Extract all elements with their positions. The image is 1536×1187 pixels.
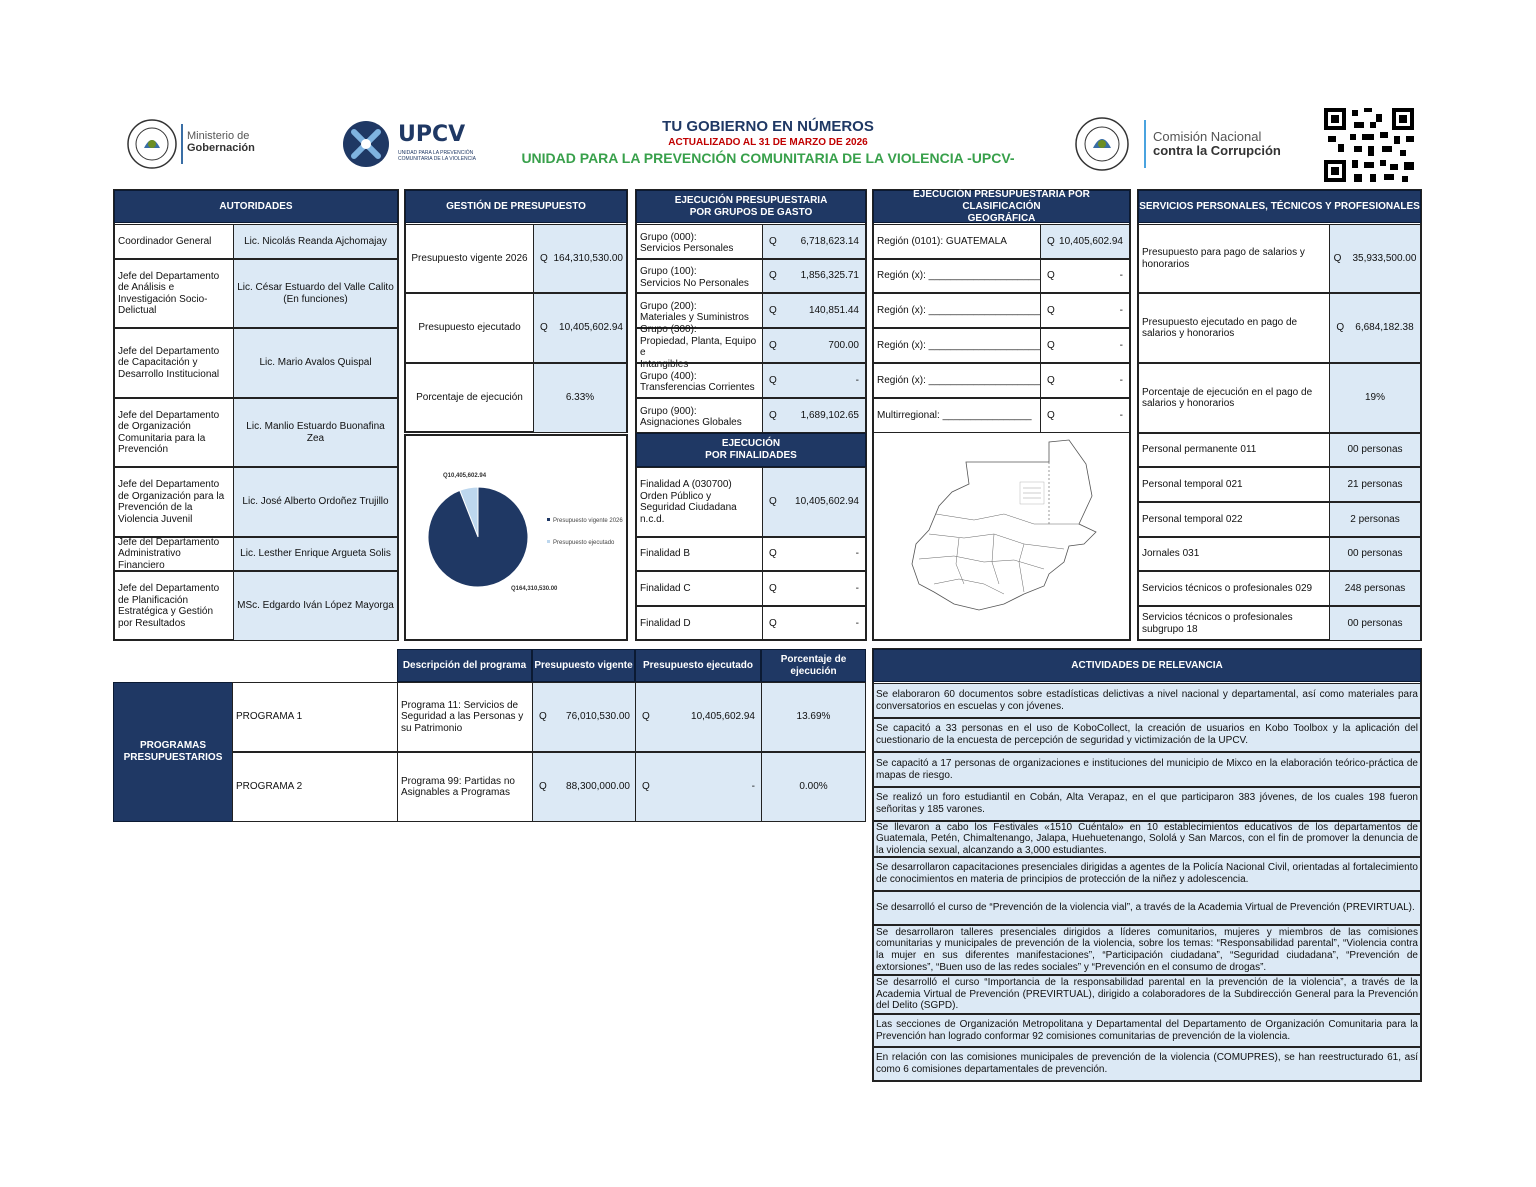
actividad-item <box>873 1014 1421 1047</box>
servicio-label <box>1138 293 1330 363</box>
currency-symbol: Q <box>1047 270 1055 282</box>
grupo-label-line3: Intangibles <box>640 358 689 370</box>
actividad-text: Se capacitó a 17 personas de organizaciones e instituciones del municipio de Mixco en la elaboración teórico-práctica de mapas de riesgo. <box>876 757 1418 781</box>
grupo-value-text: 6,718,623.14 <box>800 235 859 247</box>
grupo-value <box>762 293 866 328</box>
grupo-value <box>762 224 866 259</box>
grupo-label-line1: Grupo (200): <box>640 300 697 312</box>
programa-ejecutado-text: - <box>751 781 755 793</box>
grupo-value <box>762 398 866 433</box>
upcv-logo-icon <box>342 120 390 168</box>
legend-label-executed: Presupuesto ejecutado <box>553 540 615 546</box>
programa-pct-text: 13.69% <box>796 711 831 723</box>
grupo-value <box>762 363 866 398</box>
pie-label-vigente: Q164,310,530.00 <box>511 586 558 592</box>
actividad-text: Se elaboraron 60 documentos sobre estadísticas delictivas a nivel nacional y departamental, así como materiales para conversatorios en escuelas y con jóvenes. <box>876 688 1418 712</box>
finalidad-label <box>636 571 763 606</box>
actividad-text: Se desarrollaron capacitaciones presenciales dirigidas a agentes de la Policía Nacional Civil, orientadas al fortalecimiento de conocimientos en materia de principios de protección de la niñez y adolescencia. <box>876 862 1418 885</box>
servicio-label-text: Personal temporal 021 <box>1142 478 1243 490</box>
programa-pct <box>761 682 866 752</box>
gestion-value-text: 10,405,602.94 <box>559 322 623 334</box>
logo-mingob <box>126 118 266 170</box>
currency-symbol: Q <box>769 270 777 282</box>
legend-label-vigente: Presupuesto vigente 2026 <box>553 518 623 524</box>
finalidad-value <box>762 537 866 571</box>
region-value <box>1040 293 1130 328</box>
mingob-text-2: Gobernación <box>187 142 255 154</box>
programa-pct <box>761 752 866 822</box>
budget-pie-chart <box>406 437 626 637</box>
servicio-value-text: 21 personas <box>1347 478 1403 490</box>
cnc-text-1: Comisión Nacional <box>1153 129 1262 144</box>
region-value-text: - <box>1119 374 1123 386</box>
currency-symbol: Q <box>769 235 777 247</box>
grupo-label <box>636 398 763 433</box>
servicio-value-text: 00 personas <box>1347 548 1403 560</box>
gestion-value <box>533 224 627 293</box>
finalidad-value-text: 10,405,602.94 <box>795 496 859 508</box>
autoridad-cargo-text: Coordinador General <box>118 235 212 247</box>
actividad-item <box>873 683 1421 718</box>
autoridad-nombre <box>233 328 398 398</box>
region-label-text: Región (x): ____________________ <box>877 270 1040 282</box>
finalidad-value <box>762 571 866 606</box>
grupo-label <box>636 363 763 398</box>
grupo-value-text: - <box>855 374 859 386</box>
grupo-label-line1: Grupo (300): <box>640 324 697 335</box>
actividad-item <box>873 1047 1421 1081</box>
servicio-value <box>1329 293 1421 363</box>
autoridad-cargo <box>114 328 234 398</box>
autoridad-cargo-text: Jefe del Departamento de Planificación Estratégica y Gestión por Resultados <box>118 583 220 629</box>
currency-symbol: Q <box>539 711 547 723</box>
pie-label-executed: Q10,405,602.94 <box>443 473 487 479</box>
gestion-header: GESTIÓN DE PRESUPUESTO <box>405 190 627 223</box>
region-value <box>1040 224 1130 259</box>
autoridad-cargo <box>114 398 234 467</box>
autoridad-cargo-text: Jefe del Departamento de Organización para la Prevención de la Violencia Juvenil <box>118 479 225 525</box>
currency-symbol: Q <box>1047 339 1055 351</box>
finalidad-label-text: Finalidad C <box>640 582 691 594</box>
autoridad-nombre <box>233 224 398 259</box>
currency-symbol: Q <box>769 548 777 560</box>
gestion-label-text: Porcentaje de ejecución <box>416 392 523 404</box>
currency-symbol: Q <box>769 617 777 629</box>
gestion-value <box>533 363 627 433</box>
gestion-value-text: 164,310,530.00 <box>553 252 623 264</box>
servicio-value-text: 2 personas <box>1350 513 1400 525</box>
region-label <box>873 363 1041 398</box>
currency-symbol: Q <box>539 781 547 793</box>
upcv-sub-1: UNIDAD PARA LA PREVENCIÓN <box>398 150 474 156</box>
autoridad-cargo-text: Jefe del Departamento de Capacitación y Desarrollo Institucional <box>118 345 220 380</box>
finalidades-header-line2: POR FINALIDADES <box>705 450 797 461</box>
region-label-text: Región (0101): GUATEMALA <box>877 235 1007 247</box>
region-value <box>1040 398 1130 433</box>
servicio-label <box>1138 606 1330 641</box>
region-value <box>1040 363 1130 398</box>
servicio-value-text: 19% <box>1364 392 1385 404</box>
programa-desc <box>397 752 533 822</box>
region-value-text: - <box>1119 339 1123 351</box>
programas-side-label: PROGRAMAS PRESUPUESTARIOS <box>113 682 233 822</box>
finalidad-label <box>636 537 763 571</box>
servicio-value <box>1329 224 1421 293</box>
autoridad-cargo-text: Jefe del Departamento de Análisis e Investigación Socio-Delictual <box>118 270 220 316</box>
autoridad-cargo-text: Jefe del Departamento Administrativo Financiero <box>118 536 220 571</box>
currency-symbol: Q <box>769 339 777 351</box>
programa-vigente <box>532 682 636 752</box>
actividades-header: ACTIVIDADES DE RELEVANCIA <box>873 649 1421 682</box>
autoridad-nombre-text: Lic. Mario Avalos Quispal <box>259 357 372 369</box>
servicio-value <box>1329 433 1421 467</box>
autoridad-cargo <box>114 224 234 259</box>
grupo-label <box>636 324 763 370</box>
programa-name <box>232 752 398 822</box>
currency-symbol: Q <box>540 252 548 264</box>
region-label-text: Multirregional: ________________ <box>877 409 1032 421</box>
programa-ejecutado-text: 10,405,602.94 <box>691 711 755 723</box>
actividad-item <box>873 975 1421 1014</box>
servicio-label-text: Personal permanente 011 <box>1142 444 1257 456</box>
guatemala-map-icon <box>874 434 1129 639</box>
region-label <box>873 224 1041 259</box>
autoridad-nombre <box>233 571 398 641</box>
finalidad-label <box>636 606 763 641</box>
grupos-header-line1: EJECUCIÓN PRESUPUESTARIA <box>674 194 828 206</box>
geografica-header-line2: GEOGRÁFICA <box>967 212 1036 224</box>
finalidades-header <box>636 433 866 467</box>
gestion-label <box>405 293 534 363</box>
legend-swatch-vigente <box>547 518 550 521</box>
col-pct-header: Porcentaje de ejecución <box>761 649 866 682</box>
servicio-value <box>1329 606 1421 641</box>
gestion-label-text: Presupuesto ejecutado <box>418 322 521 334</box>
grupo-label-line1: Grupo (900): <box>640 405 697 417</box>
gestion-label-text: Presupuesto vigente 2026 <box>411 252 528 264</box>
autoridad-nombre-text: Lic. Manlio Estuardo Buonafina Zea <box>246 421 385 444</box>
region-label <box>873 398 1041 433</box>
region-value-text: - <box>1119 304 1123 316</box>
region-label <box>873 293 1041 328</box>
finalidad-value-text: - <box>855 548 859 560</box>
currency-symbol: Q <box>769 374 777 386</box>
servicio-label-text: Porcentaje de ejecución en el pago de salarios y honorarios <box>1142 386 1313 409</box>
geografica-header <box>873 190 1130 223</box>
grupo-label <box>636 259 763 293</box>
grupo-value <box>762 259 866 293</box>
programa-pct-text: 0.00% <box>799 781 828 793</box>
grupo-label-line1: Grupo (400): <box>640 370 697 382</box>
legend-swatch-executed <box>547 540 550 543</box>
guatemala-seal-icon <box>126 118 178 170</box>
servicio-value-text: 00 personas <box>1347 617 1403 629</box>
currency-symbol: Q <box>769 582 777 594</box>
servicio-label-text: Personal temporal 022 <box>1142 513 1243 525</box>
servicio-label-text: Presupuesto ejecutado en pago de salarios y honorarios <box>1142 316 1298 339</box>
servicio-value <box>1329 502 1421 537</box>
gestion-label <box>405 363 534 433</box>
updated-date: ACTUALIZADO AL 31 DE MARZO DE 2026 <box>668 137 868 148</box>
programa-vigente-text: 88,300,000.00 <box>566 781 630 793</box>
servicio-label-text: Presupuesto para pago de salarios y honorarios <box>1142 247 1305 270</box>
actividad-text: En relación con las comisiones municipales de prevención de la violencia (COMUPRES), se han reestructurado 61, así como 6 comisiones departamentales de prevención. <box>876 1052 1418 1075</box>
servicio-label-text: Jornales 031 <box>1142 548 1200 560</box>
servicio-label <box>1138 224 1330 293</box>
programa-ejecutado <box>635 682 762 752</box>
region-value <box>1040 259 1130 293</box>
cnc-text-2: contra la Corrupción <box>1153 143 1281 158</box>
currency-symbol: Q <box>769 409 777 421</box>
qr-code-icon[interactable] <box>1324 108 1414 182</box>
autoridad-nombre-text: Lic. José Alberto Ordoñez Trujillo <box>242 496 389 508</box>
autoridad-cargo-text: Jefe del Departamento de Organización Comunitaria para la Prevención <box>118 409 220 455</box>
grupos-header-line2: POR GRUPOS DE GASTO <box>689 206 813 218</box>
programa-vigente <box>532 752 636 822</box>
autoridad-nombre <box>233 259 398 328</box>
servicio-value <box>1329 537 1421 571</box>
autoridades-header: AUTORIDADES <box>114 190 398 223</box>
grupo-label-line2: Propiedad, Planta, Equipo e <box>640 335 757 358</box>
autoridad-cargo <box>114 467 234 537</box>
pie-slice-vigente <box>428 487 528 587</box>
finalidad-value <box>762 467 866 537</box>
actividad-text: Las secciones de Organización Metropolitana y Departamental del Departamento de Organización Comunitaria para la Prevención han logrado conformar 92 comisiones comunitarias de prevención de la violencia. <box>876 1018 1418 1042</box>
gestion-label <box>405 224 534 293</box>
region-label <box>873 259 1041 293</box>
finalidad-value <box>762 606 866 641</box>
servicio-value <box>1329 467 1421 502</box>
actividad-item <box>873 718 1421 752</box>
finalidad-value-text: - <box>855 582 859 594</box>
logo-cnc <box>1074 116 1304 172</box>
actividad-text: Se llevaron a cabo los Festivales «1510 Cuéntalo» en 10 establecimientos educativos de los departamentos de Guatemala, Petén, Chimaltenango, Jalapa, Huehuetenango, Sololá y San Marcos, con el fin de promover la denuncia de la violencia sexual, alcanzando a 3,000 estudiantes. <box>876 821 1418 856</box>
programa-name <box>232 682 398 752</box>
finalidad-value-text: - <box>855 617 859 629</box>
geografica-header-line1: EJECUCIÓN PRESUPUESTARIA POR CLASIFICACIÓN <box>913 188 1090 212</box>
servicio-value <box>1329 363 1421 433</box>
col-ejecutado-header: Presupuesto ejecutado <box>635 649 761 682</box>
currency-symbol: Q <box>1047 304 1055 316</box>
finalidades-header-line1: EJECUCIÓN <box>721 438 781 449</box>
currency-symbol: Q <box>540 322 548 334</box>
actividad-text: Se desarrolló el curso de “Prevención de la violencia vial”, a través de la Academia Virtual de Prevención (PREVIRTUAL). <box>876 902 1415 914</box>
actividad-text: Se realizó un foro estudiantil en Cobán, Alta Verapaz, en el que participaron 383 jóvenes, de los cuales 198 fueron señoritas y 185 varones. <box>876 792 1418 815</box>
region-value <box>1040 328 1130 363</box>
mingob-text-1: Ministerio de <box>187 130 250 142</box>
servicio-value-text: 00 personas <box>1347 444 1403 456</box>
programa-desc-text: Programa 11: Servicios de Seguridad a las Personas y su Patrimonio <box>401 699 524 734</box>
currency-symbol: Q <box>642 711 650 723</box>
servicio-label-text: Servicios técnicos o profesionales subgrupo 18 <box>1142 612 1293 635</box>
grupo-label-line2: Servicios No Personales <box>640 277 749 289</box>
grupo-label-line1: Grupo (000): <box>640 231 697 243</box>
programa-name-text: PROGRAMA 1 <box>236 711 303 723</box>
servicio-value-text: Q 35,933,500.00 <box>1333 252 1417 264</box>
upcv-sub-2: COMUNITARIA DE LA VIOLENCIA <box>398 156 476 162</box>
autoridad-nombre <box>233 537 398 571</box>
grupo-value-text: 1,856,325.71 <box>800 270 859 282</box>
autoridad-nombre-text: Lic. Lesther Enrique Argueta Solis <box>240 548 391 560</box>
guatemala-seal-icon <box>1074 116 1130 172</box>
region-value-text: 10,405,602.94 <box>1059 235 1123 247</box>
autoridad-nombre-text: Lic. Nicolás Reanda Ajchomajay <box>244 235 387 247</box>
region-value-text: - <box>1119 409 1123 421</box>
region-label-text: Región (x): ____________________ <box>877 374 1040 386</box>
servicio-label <box>1138 363 1330 433</box>
currency-symbol: Q <box>769 496 777 508</box>
actividad-item <box>873 752 1421 787</box>
grupo-value-text: 1,689,102.65 <box>800 409 859 421</box>
region-value-text: - <box>1119 270 1123 282</box>
region-label-text: Región (x): ____________________ <box>877 339 1040 351</box>
currency-symbol: Q <box>1047 409 1055 421</box>
col-vigente-header: Presupuesto vigente <box>532 649 635 682</box>
servicio-value-text: Q 6,684,182.38 <box>1336 322 1414 334</box>
actividad-text: Se desarrollaron talleres presenciales dirigidos a líderes comunitarios, mujeres y miembros de las comisiones comunitarias y municipales de prevención de la violencia, sobre los temas: “Responsabilidad parental”, “Violencia contra la mujer en sus diferentes manifestaciones”, “Participación ciudadana”, “Seguridad ciudadana”, “Prevención de extorsiones”, “Buen uso de las redes sociales” y “Prevención en el consumo de drogas”. <box>876 926 1418 973</box>
servicio-label <box>1138 467 1330 502</box>
finalidad-label-text: Finalidad D <box>640 617 691 629</box>
finalidad-label-text: Finalidad B <box>640 548 691 560</box>
grupos-header <box>636 190 866 223</box>
servicio-value <box>1329 571 1421 606</box>
programa-desc <box>397 682 533 752</box>
currency-symbol: Q <box>1047 374 1055 386</box>
grupo-label <box>636 293 763 328</box>
region-label <box>873 328 1041 363</box>
actividad-text: Se desarrolló el curso “Importancia de la responsabilidad parental en la prevención de la violencia”, a través de la Academia Virtual de Prevención (PREVIRTUAL), dirigido a colaboradores de la Subdirección General para la Prevención del Delito (SGPD). <box>876 977 1418 1012</box>
programa-vigente-text: 76,010,530.00 <box>566 711 630 723</box>
grupo-label-line1: Grupo (100): <box>640 266 697 277</box>
grupo-value <box>762 328 866 363</box>
servicio-label-text: Servicios técnicos o profesionales 029 <box>1142 582 1313 594</box>
gestion-value <box>533 293 627 363</box>
autoridad-cargo <box>114 259 234 328</box>
upcv-text: UPCV <box>398 122 466 147</box>
programa-name-text: PROGRAMA 2 <box>236 781 303 793</box>
grupo-label-line2: Materiales y Suministros <box>640 312 749 323</box>
autoridad-nombre <box>233 398 398 467</box>
servicios-header: SERVICIOS PERSONALES, TÉCNICOS Y PROFESIONALES <box>1138 190 1421 223</box>
currency-symbol: Q <box>769 304 777 316</box>
servicio-label <box>1138 502 1330 537</box>
actividad-item <box>873 925 1421 975</box>
actividad-item <box>873 821 1421 857</box>
logo-upcv <box>342 120 482 168</box>
grupo-value-text: 700.00 <box>828 339 859 351</box>
grupo-label <box>636 224 763 259</box>
programa-desc-text: Programa 99: Partidas no Asignables a Programas <box>401 775 515 798</box>
unit-title: UNIDAD PARA LA PREVENCIÓN COMUNITARIA DE LA VIOLENCIA -UPCV- <box>521 150 1015 166</box>
servicio-label <box>1138 571 1330 606</box>
actividad-item <box>873 787 1421 821</box>
currency-symbol: Q <box>642 781 650 793</box>
programa-ejecutado <box>635 752 762 822</box>
page-title: TU GOBIERNO EN NÚMEROS <box>662 118 874 135</box>
finalidad-label-text: Finalidad A (030700) Orden Público y Seguridad Ciudadana n.c.d. <box>640 479 737 525</box>
servicio-value-text: 248 personas <box>1344 582 1406 594</box>
actividad-item <box>873 857 1421 891</box>
actividad-text: Se capacitó a 33 personas en el uso de KoboCollect, la creación de usuarios en Kobo Toolbox y la aplicación del cuestionario de la encuesta de percepción de seguridad y victimización de la UPCV. <box>876 723 1418 746</box>
servicio-label <box>1138 433 1330 467</box>
autoridad-nombre-text: Lic. César Estuardo del Valle Calito (En funciones) <box>237 282 394 305</box>
finalidad-label <box>636 467 763 537</box>
grupo-value-text: 140,851.44 <box>808 304 859 316</box>
gestion-value-text: 6.33% <box>565 392 595 404</box>
region-label-text: Región (x): ____________________ <box>877 304 1040 316</box>
grupo-label-line2: Asignaciones Globales <box>640 417 742 428</box>
grupo-label-line2: Transferencias Corrientes <box>640 382 755 393</box>
col-desc-header: Descripción del programa <box>397 649 532 682</box>
currency-symbol: Q <box>1047 235 1055 247</box>
autoridad-cargo <box>114 571 234 641</box>
grupo-label-line2: Servicios Personales <box>640 243 734 254</box>
autoridad-nombre-text: MSc. Edgardo Iván López Mayorga <box>237 600 394 612</box>
autoridad-nombre <box>233 467 398 537</box>
actividad-item <box>873 891 1421 925</box>
servicio-label <box>1138 537 1330 571</box>
autoridad-cargo <box>114 537 234 571</box>
